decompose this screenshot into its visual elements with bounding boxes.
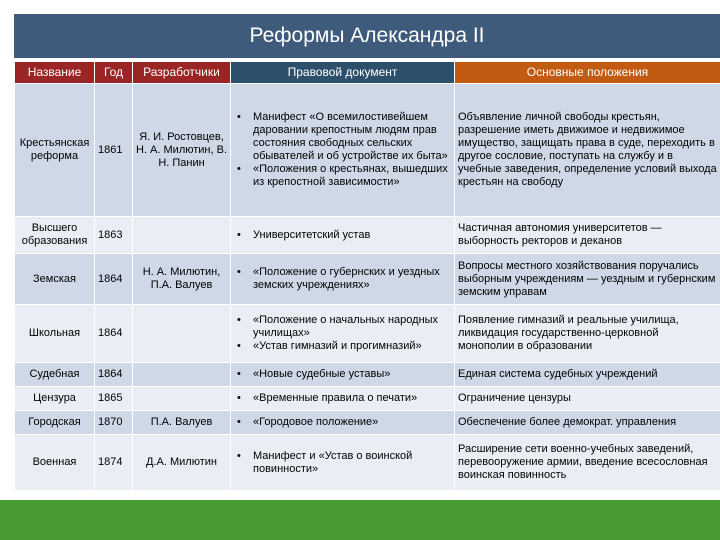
header-document: Правовой документ [231, 62, 455, 84]
reform-year: 1863 [95, 217, 133, 254]
table-row [15, 305, 720, 363]
reform-year: 1861 [95, 84, 133, 217]
reform-documents [231, 363, 455, 387]
header-year: Год [95, 62, 133, 84]
table-row [15, 363, 720, 387]
slide-title: Реформы Александра II [14, 14, 720, 58]
reform-name: Цензура [15, 387, 95, 411]
reform-developers [133, 217, 231, 254]
document-item: • Университетский устав [253, 229, 451, 242]
document-list [234, 392, 451, 405]
reform-name: Городская [15, 411, 95, 435]
reform-name: Высшего образования [15, 217, 95, 254]
reform-developers [133, 363, 231, 387]
table-row [15, 411, 720, 435]
reform-year: 1874 [95, 435, 133, 491]
document-list [234, 368, 451, 381]
reform-provisions: Ограничение цензуры [455, 387, 720, 411]
reform-provisions: Частичная автономия университетов — выборность ректоров и деканов [455, 217, 720, 254]
reform-developers: Д.А. Милютин [133, 435, 231, 491]
reform-name: Судебная [15, 363, 95, 387]
reforms-table [14, 61, 720, 491]
reform-developers: Я. И. Ростовцев, Н. А. Милютин, В. Н. Панин [133, 84, 231, 217]
reform-provisions: Объявление личной свободы крестьян, разрешение иметь движимое и недвижимое имущество, защищать права в суде, переходить в другое сословие, поступать на службу и в учебные заведения, определение условий выхода крестьян на свободу [455, 84, 720, 217]
document-list [234, 229, 451, 242]
table-body [15, 84, 720, 491]
reform-documents [231, 411, 455, 435]
document-list [234, 416, 451, 429]
document-list [234, 450, 451, 476]
reform-documents [231, 84, 455, 217]
header-provisions: Основные положения [455, 62, 720, 84]
table-row [15, 84, 720, 217]
document-item: • «Городовое положение» [253, 416, 451, 429]
document-list [234, 111, 451, 189]
reform-documents [231, 387, 455, 411]
reform-year: 1865 [95, 387, 133, 411]
reform-provisions: Обеспечение более демократ. управления [455, 411, 720, 435]
table-row [15, 435, 720, 491]
table-row [15, 217, 720, 254]
document-item: • «Положения о крестьянах, вышедших из крепостной зависимости» [253, 163, 451, 189]
reform-provisions: Появление гимназий и реальные училища, ликвидация государственно-церковной монополии в образовании [455, 305, 720, 363]
document-item: • «Положение о губернских и уездных земских учреждениях» [253, 266, 451, 292]
reform-developers [133, 305, 231, 363]
reform-name: Военная [15, 435, 95, 491]
document-item: • «Временные правила о печати» [253, 392, 451, 405]
reform-year: 1864 [95, 363, 133, 387]
reform-year: 1864 [95, 254, 133, 305]
reform-name: Крестьянская реформа [15, 84, 95, 217]
reform-provisions: Единая система судебных учреждений [455, 363, 720, 387]
reform-year: 1870 [95, 411, 133, 435]
reform-documents [231, 305, 455, 363]
document-list [234, 266, 451, 292]
reform-name: Школьная [15, 305, 95, 363]
reform-provisions: Расширение сети военно-учебных заведений, перевооружение армии, введение всесословная воинская повинность [455, 435, 720, 491]
table-row [15, 254, 720, 305]
reform-developers: Н. А. Милютин, П.А. Валуев [133, 254, 231, 305]
reform-provisions: Вопросы местного хозяйствования поручались выборным учреждениям — уездным и губернским земским управам [455, 254, 720, 305]
reform-documents [231, 217, 455, 254]
document-item: • Манифест и «Устав о воинской повинности» [253, 450, 451, 476]
reform-year: 1864 [95, 305, 133, 363]
reform-documents [231, 435, 455, 491]
table-header-row [15, 62, 720, 84]
reform-documents [231, 254, 455, 305]
header-developers: Разработчики [133, 62, 231, 84]
document-list [234, 314, 451, 353]
table-row [15, 387, 720, 411]
document-item: • «Новые судебные уставы» [253, 368, 451, 381]
reform-developers: П.А. Валуев [133, 411, 231, 435]
reform-developers [133, 387, 231, 411]
header-name: Название [15, 62, 95, 84]
reform-name: Земская [15, 254, 95, 305]
document-item: • Манифест «О всемилостивейшем даровании крепостным людям прав состояния свободных сельских обывателей и об устройстве их быта» [253, 111, 451, 163]
document-item: • «Устав гимназий и прогимназий» [253, 340, 451, 353]
document-item: • «Положение о начальных народных училищах» [253, 314, 451, 340]
footer-bar [0, 500, 720, 540]
